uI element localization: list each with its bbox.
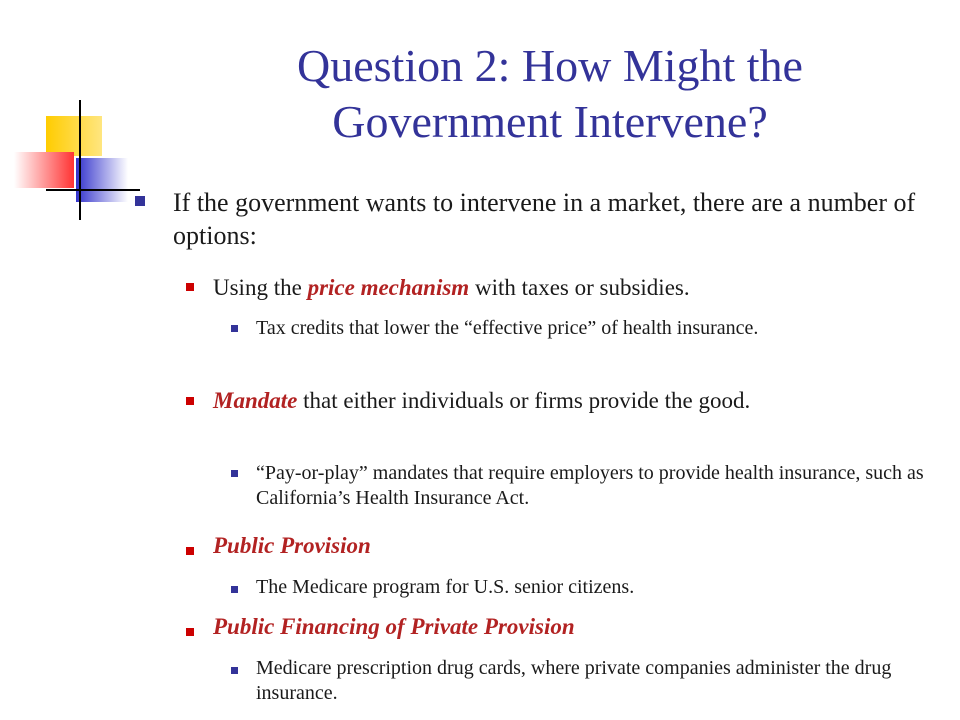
price-text-after: with taxes or subsidies. [469,275,690,300]
bullet-drug-cards: Medicare prescription drug cards, where private companies administer the drug insurance. [256,657,892,704]
bullet-public-provision: Public Provision [213,533,371,558]
mandate-emphasis: Mandate [213,388,298,413]
bullet-intro: If the government wants to intervene in a market, there are a number of options: [173,188,916,250]
bullet-square-icon [231,586,238,593]
bullet-medicare: The Medicare program for U.S. senior citizens. [256,576,635,598]
bullet-square-icon [186,628,194,636]
bullet-square-icon [186,283,194,291]
bullet-mandate [213,386,933,416]
bullet-tax-credits: Tax credits that lower the “effective price” of health insurance. [256,317,759,339]
bullet-square-icon [231,325,238,332]
bullet-square-icon [231,667,238,674]
price-emphasis: price mechanism [307,275,470,300]
title-line-2: Government Intervene? [332,96,768,147]
bullet-square-icon [186,397,194,405]
title-line-1: Question 2: How Might the [297,40,803,91]
bullet-square-icon [186,547,194,555]
bullet-price-mechanism [213,273,933,303]
bullet-pay-or-play: “Pay-or-play” mandates that require employers to provide health insurance, such as California’s Health Insurance Act. [256,462,924,509]
bullet-public-financing: Public Financing of Private Provision [213,614,575,639]
price-text-before: Using the [213,275,308,300]
bullet-square-icon [135,196,145,206]
bullet-square-icon [231,470,238,477]
mandate-text-after: that either individuals or firms provide the good. [297,388,751,413]
